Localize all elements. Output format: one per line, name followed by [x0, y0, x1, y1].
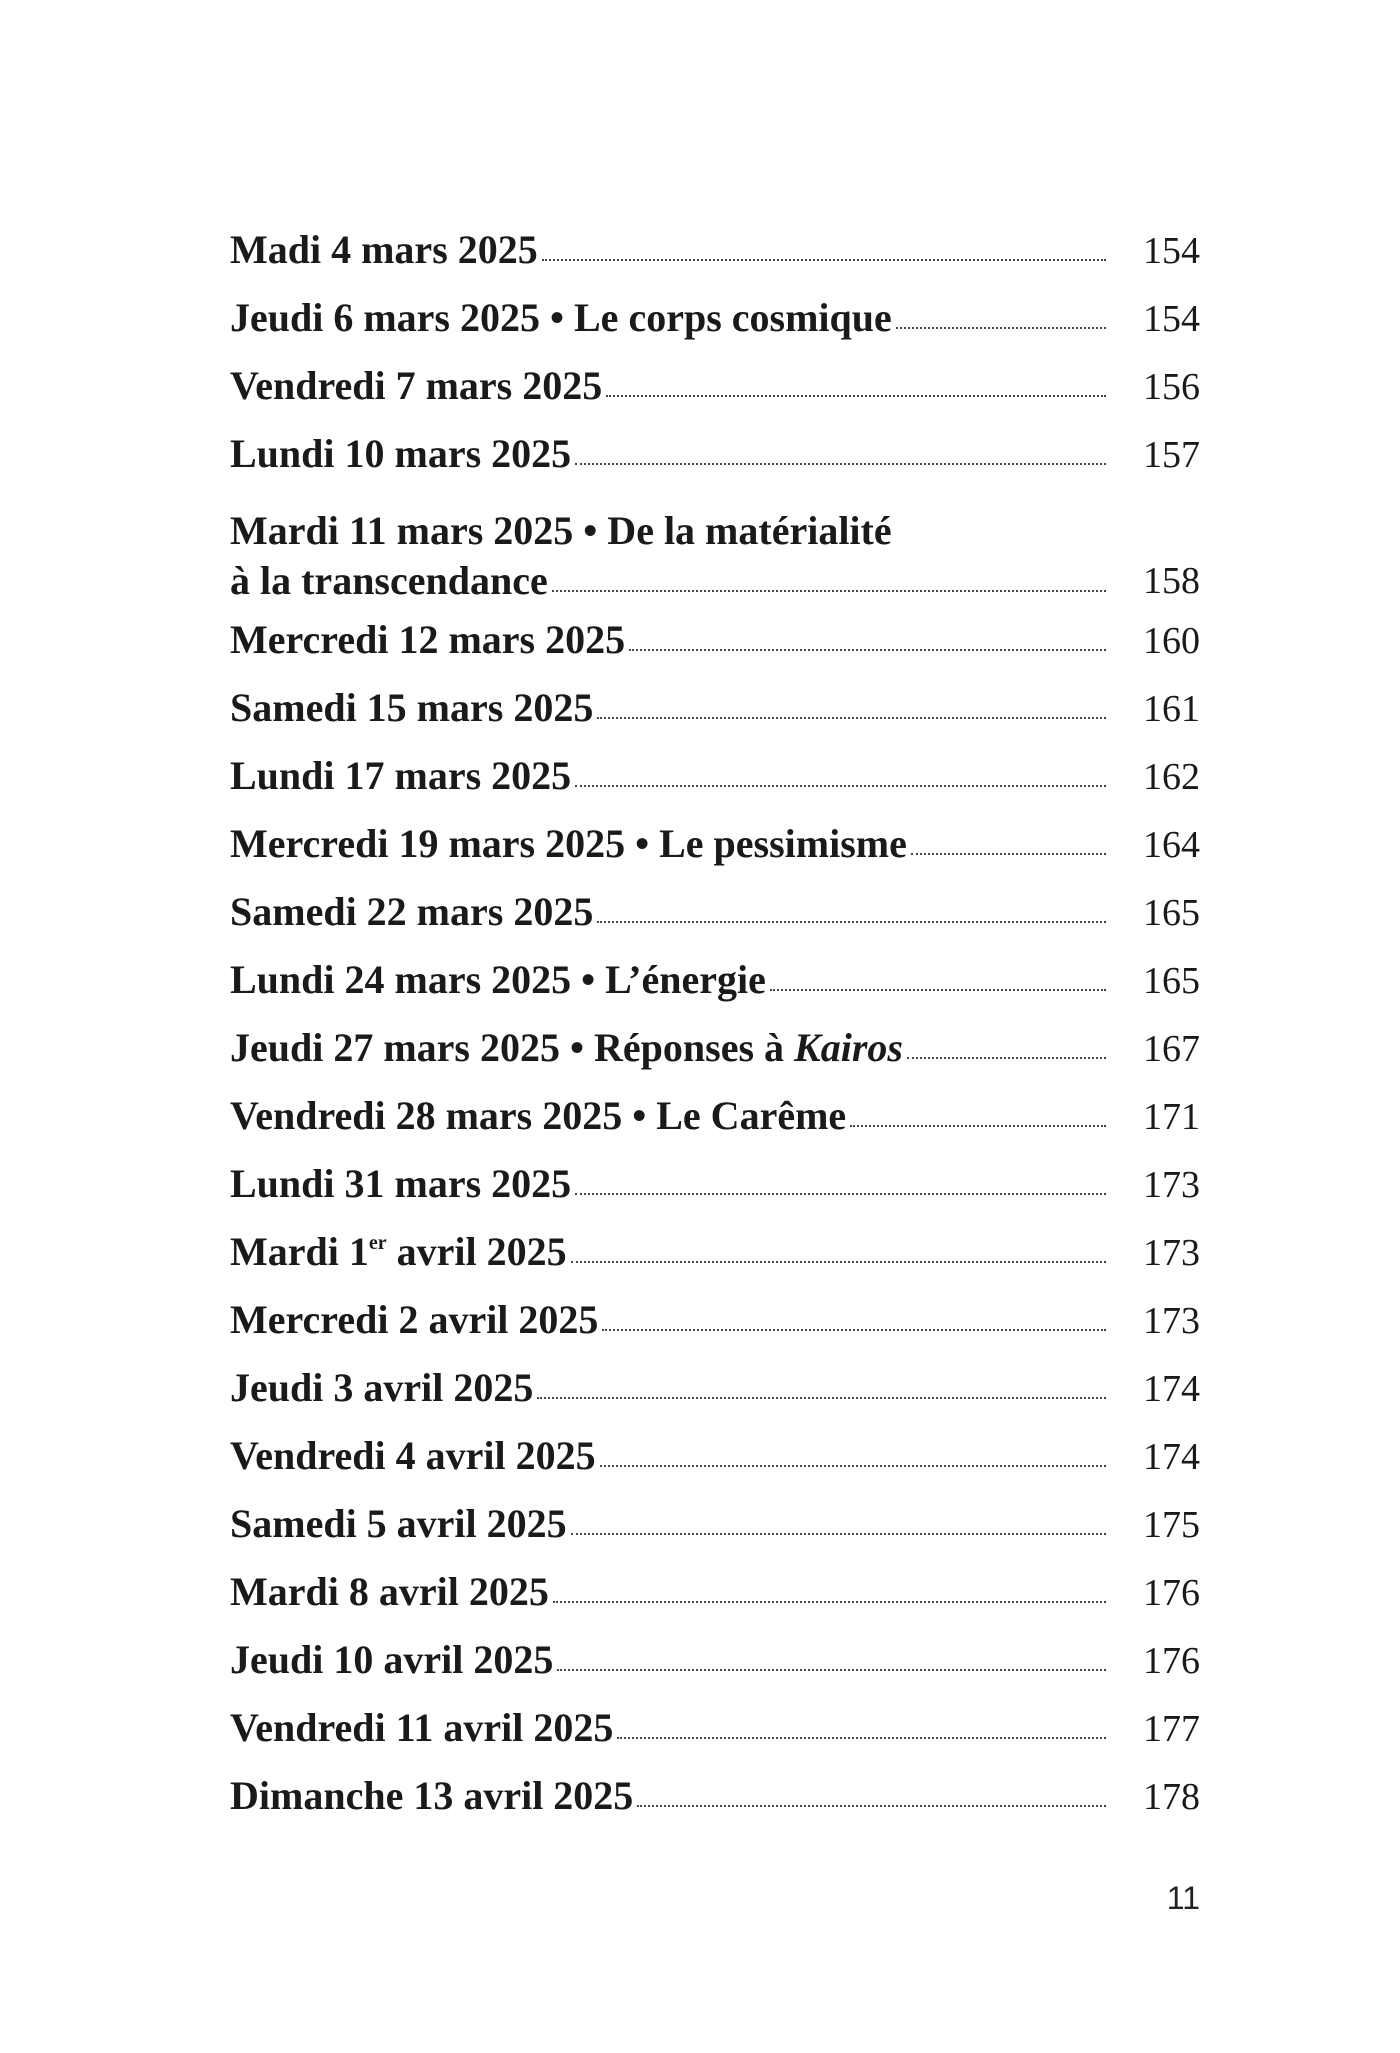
toc-entry-page: 176	[1143, 1640, 1200, 1682]
toc-entry	[230, 1422, 1200, 1490]
toc-entry	[230, 284, 1200, 352]
page-number: 11	[1166, 1880, 1200, 1916]
toc-entry-title	[230, 1218, 567, 1286]
dot-leader	[575, 1189, 1106, 1195]
toc-entry	[230, 1082, 1200, 1150]
toc-entry-title: Lundi 31 mars 2025	[230, 1161, 572, 1206]
toc-entry-page: 156	[1143, 366, 1200, 408]
toc-entry-page: 160	[1143, 620, 1200, 662]
dot-leader	[907, 1053, 1106, 1059]
toc-entry-page: 174	[1143, 1436, 1200, 1478]
toc-entry-title: Vendredi 4 avril 2025	[230, 1433, 596, 1478]
dot-leader	[629, 645, 1106, 651]
toc-entry-title: Lundi 24 mars 2025 • L’énergie	[230, 957, 766, 1002]
toc-entry-page: 175	[1143, 1504, 1200, 1546]
dot-leader	[637, 1801, 1106, 1807]
ordinal-superscript: er	[368, 1231, 387, 1254]
toc-entry	[230, 1694, 1200, 1762]
dot-leader	[537, 1393, 1106, 1399]
toc-entry-title: à la transcendance	[230, 558, 548, 603]
toc-entry-page: 165	[1143, 892, 1200, 934]
dot-leader	[557, 1665, 1106, 1671]
toc-entry-title: Vendredi 28 mars 2025 • Le Carême	[230, 1093, 847, 1138]
dot-leader	[770, 985, 1106, 991]
dot-leader	[602, 1325, 1106, 1331]
toc-entry-page: 162	[1143, 756, 1200, 798]
toc-entry	[230, 742, 1200, 810]
toc-entry-page: 173	[1143, 1164, 1200, 1206]
toc-entry	[230, 810, 1200, 878]
toc-entry-title: Dimanche 13 avril 2025	[230, 1773, 634, 1818]
toc-entry-title: Lundi 10 mars 2025	[230, 431, 572, 476]
dot-leader	[606, 391, 1106, 397]
toc-entry	[230, 420, 1200, 488]
toc-entry-title: Mercredi 19 mars 2025 • Le pessimisme	[230, 821, 907, 866]
toc-entry-page: 158	[1143, 560, 1200, 602]
table-of-contents	[230, 216, 1200, 1830]
toc-entry	[230, 1014, 1200, 1082]
toc-entry-page: 173	[1143, 1232, 1200, 1274]
toc-entry-page: 178	[1143, 1776, 1200, 1818]
toc-entry-title: Jeudi 10 avril 2025	[230, 1637, 554, 1682]
dot-leader	[571, 1529, 1106, 1535]
toc-entry-title: Samedi 15 mars 2025	[230, 685, 594, 730]
dot-leader	[553, 1597, 1106, 1603]
toc-entry-title: Vendredi 7 mars 2025	[230, 363, 603, 408]
toc-entry	[230, 352, 1200, 420]
toc-entry	[230, 1354, 1200, 1422]
toc-entry-title-line-1: Mardi 11 mars 2025 • De la matérialité	[230, 508, 892, 553]
dot-leader	[597, 917, 1106, 923]
toc-entry-title: Mercredi 12 mars 2025	[230, 617, 626, 662]
toc-entry-page: 174	[1143, 1368, 1200, 1410]
toc-entry-title-suffix: avril 2025	[386, 1229, 567, 1274]
toc-entry-page: 171	[1143, 1096, 1200, 1138]
dot-leader	[850, 1121, 1106, 1127]
toc-entry-title	[230, 1014, 903, 1082]
dot-leader	[617, 1733, 1106, 1739]
dot-leader	[575, 781, 1106, 787]
toc-entry-page: 157	[1143, 434, 1200, 476]
dot-leader	[911, 849, 1106, 855]
toc-entry	[230, 1286, 1200, 1354]
toc-entry-title: Lundi 17 mars 2025	[230, 753, 572, 798]
toc-entry-title-italic: Kairos	[794, 1025, 903, 1070]
toc-entry-page: 177	[1143, 1708, 1200, 1750]
toc-entry-page: 161	[1143, 688, 1200, 730]
toc-entry	[230, 1762, 1200, 1830]
toc-entry	[230, 946, 1200, 1014]
toc-entry-title: Mercredi 2 avril 2025	[230, 1297, 599, 1342]
toc-entry-page: 165	[1143, 960, 1200, 1002]
toc-entry-page: 154	[1143, 298, 1200, 340]
toc-entry	[230, 1490, 1200, 1558]
toc-entry-title: Madi 4 mars 2025	[230, 227, 538, 272]
toc-entry-title-prefix: Jeudi 27 mars 2025 • Réponses à	[230, 1025, 795, 1070]
toc-entry-page: 167	[1143, 1028, 1200, 1070]
dot-leader	[552, 586, 1106, 592]
toc-entry-title: Samedi 5 avril 2025	[230, 1501, 567, 1546]
toc-entry-title-block	[230, 506, 1136, 606]
toc-entry-page: 164	[1143, 824, 1200, 866]
toc-entry	[230, 1218, 1200, 1286]
toc-entry	[230, 1150, 1200, 1218]
toc-entry	[230, 488, 1200, 606]
toc-entry	[230, 674, 1200, 742]
toc-entry	[230, 1558, 1200, 1626]
toc-entry-title: Mardi 8 avril 2025	[230, 1569, 549, 1614]
toc-entry-title: Vendredi 11 avril 2025	[230, 1705, 614, 1750]
dot-leader	[575, 459, 1106, 465]
dot-leader	[571, 1257, 1106, 1263]
dot-leader	[896, 323, 1106, 329]
toc-entry	[230, 216, 1200, 284]
toc-entry-page: 173	[1143, 1300, 1200, 1342]
toc-entry-title: Jeudi 3 avril 2025	[230, 1365, 534, 1410]
toc-entry	[230, 606, 1200, 674]
toc-entry-title: Jeudi 6 mars 2025 • Le corps cosmique	[230, 295, 892, 340]
toc-entry-title: Samedi 22 mars 2025	[230, 889, 594, 934]
toc-entry	[230, 878, 1200, 946]
toc-entry-title-prefix: Mardi 1	[230, 1229, 369, 1274]
toc-entry-title-line-2	[230, 556, 1136, 606]
dot-leader	[600, 1461, 1106, 1467]
toc-entry-page: 176	[1143, 1572, 1200, 1614]
dot-leader	[542, 255, 1106, 261]
toc-entry	[230, 1626, 1200, 1694]
toc-entry-page: 154	[1143, 230, 1200, 272]
dot-leader	[597, 713, 1106, 719]
